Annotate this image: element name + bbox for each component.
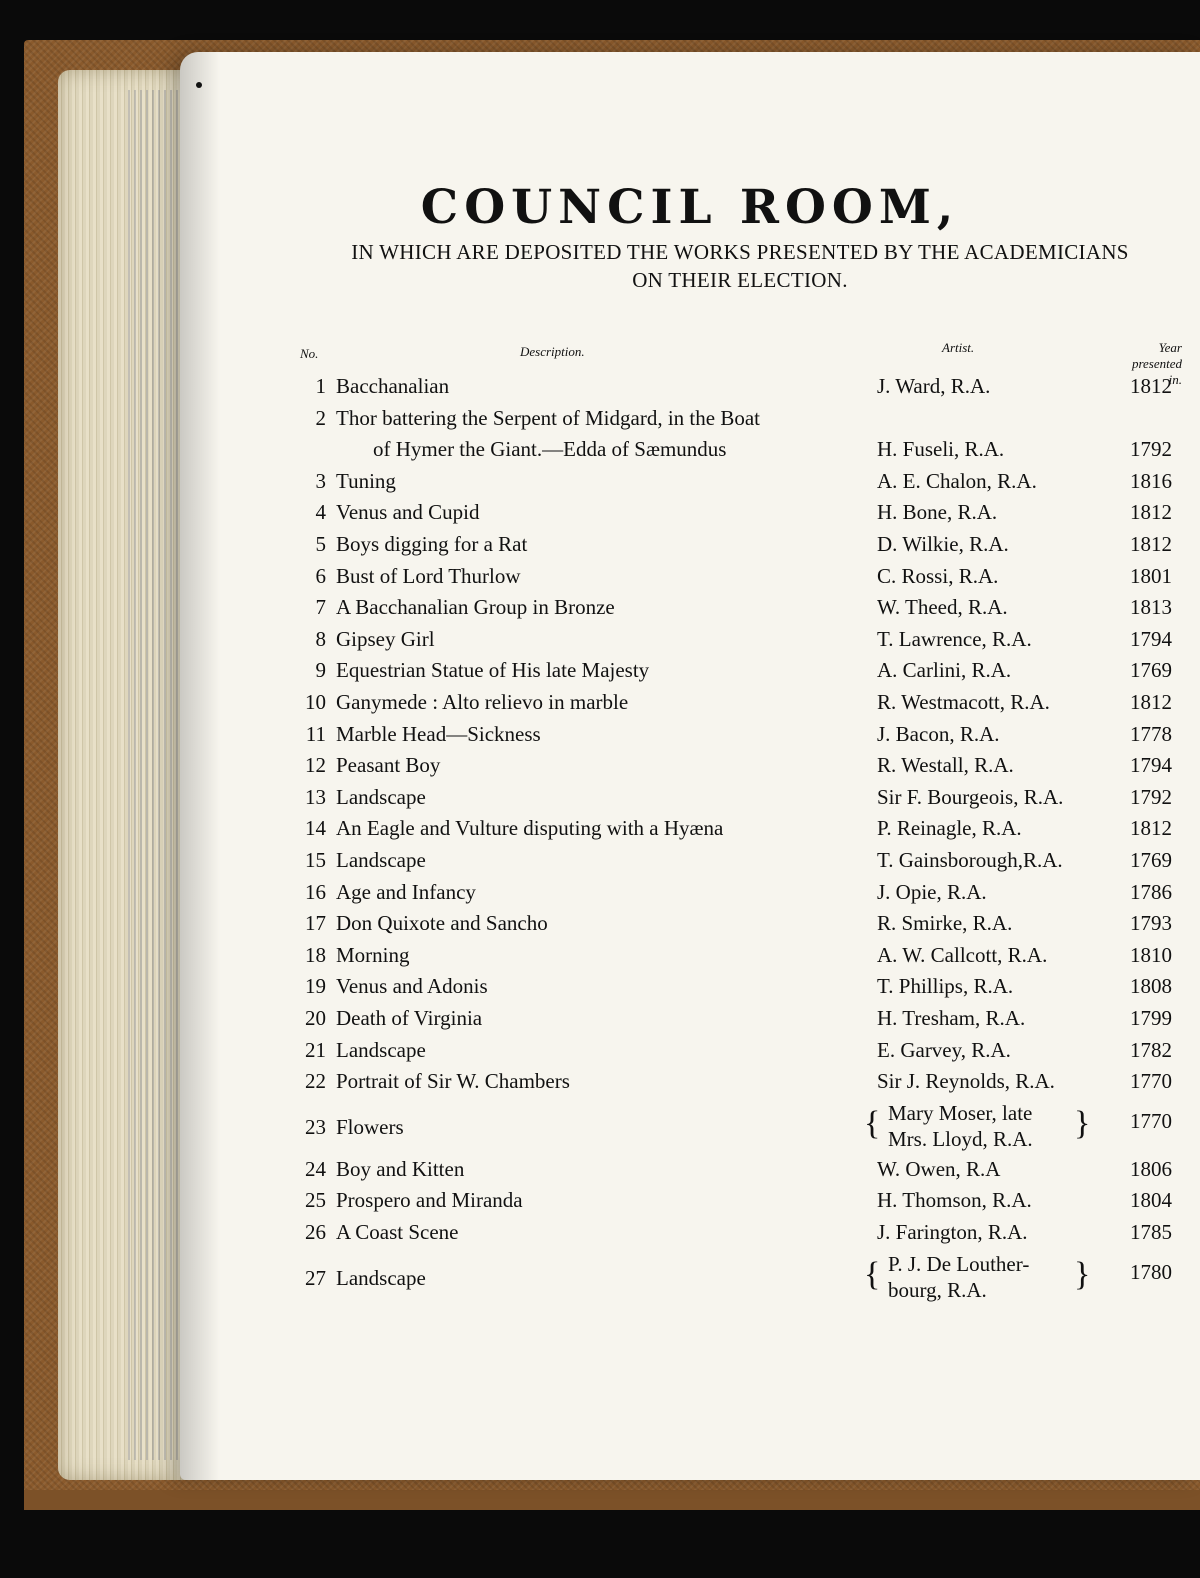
entry-description: A Coast Scene (336, 1220, 459, 1244)
entry-description: Prospero and Miranda (336, 1188, 523, 1213)
entry-number: 4 (315, 500, 326, 525)
column-header-description: Description. (520, 344, 585, 359)
table-row (180, 974, 1200, 1004)
subtitle-line-1: IN WHICH ARE DEPOSITED THE WORKS PRESENTED BY THE ACADEMICIANS (351, 240, 1129, 264)
entry-description: Flowers (336, 1114, 404, 1139)
right-brace: } (1074, 1255, 1091, 1293)
entry-description: Boys digging for a Rat (336, 532, 528, 556)
left-brace: { (864, 1255, 881, 1293)
table-row (180, 564, 1200, 594)
entry-year: 1794 (1130, 753, 1172, 778)
table-row (180, 943, 1200, 973)
entry-artist: A. Carlini, R.A. (877, 658, 1012, 683)
entry-year: 1792 (1130, 437, 1172, 462)
entry-description: Venus and Cupid (336, 500, 480, 525)
table-row (180, 911, 1200, 941)
entry-year: 1812 (1130, 500, 1172, 525)
page-title: COUNCIL ROOM, (420, 180, 960, 235)
table-row (180, 500, 1200, 530)
entry-number: 6 (315, 563, 326, 588)
entry-artist-continued: bourg, R.A. (888, 1277, 987, 1302)
entry-year: 1770 (1130, 1108, 1172, 1133)
entry-number: 10 (305, 690, 326, 714)
entry-description: Tuning (336, 468, 396, 493)
entry-description: Peasant Boy (336, 753, 441, 778)
entry-year: 1778 (1130, 721, 1172, 746)
column-header-year-line-1: Year (1158, 340, 1182, 355)
entry-description: Marble Head—Sickness (336, 721, 541, 746)
table-row (180, 880, 1200, 910)
entry-number: 7 (315, 595, 326, 620)
entry-artist: H. Tresham, R.A. (877, 1006, 1026, 1030)
entry-year: 1812 (1130, 690, 1172, 714)
entry-artist: A. E. Chalon, R.A. (877, 468, 1037, 493)
right-brace: } (1074, 1104, 1091, 1142)
entry-artist: W. Owen, R.A (877, 1156, 1001, 1181)
entry-number: 18 (305, 942, 326, 967)
entry-number: 14 (305, 816, 326, 841)
entry-description: Boy and Kitten (336, 1156, 465, 1181)
table-row (180, 406, 1200, 436)
entry-artist: C. Rossi, R.A. (877, 563, 999, 588)
table-row (180, 1188, 1200, 1218)
entry-artist: T. Gainsborough,R.A. (877, 848, 1063, 872)
entry-description: Landscape (336, 1037, 426, 1062)
entry-year: 1816 (1130, 468, 1172, 493)
entry-artist: P. Reinagle, R.A. (877, 816, 1022, 841)
entry-artist: W. Theed, R.A. (877, 595, 1008, 620)
entry-year: 1799 (1130, 1006, 1172, 1030)
entry-number: 13 (305, 784, 326, 809)
entry-description: A Bacchanalian Group in Bronze (336, 595, 615, 620)
entry-number: 8 (315, 626, 326, 651)
table-row (180, 785, 1200, 815)
table-row (180, 1038, 1200, 1068)
entry-year: 1782 (1130, 1037, 1172, 1062)
entry-number: 24 (305, 1156, 326, 1181)
entry-artist-continued: Mrs. Lloyd, R.A. (888, 1126, 1033, 1151)
entry-number: 19 (305, 974, 326, 999)
entry-year: 1770 (1130, 1069, 1172, 1094)
entry-description: Equestrian Statue of His late Majesty (336, 658, 650, 683)
entry-year: 1780 (1130, 1259, 1172, 1284)
entry-description: Age and Infancy (336, 879, 476, 904)
entry-artist: R. Smirke, R.A. (877, 911, 1013, 936)
subtitle-line-2: ON THEIR ELECTION. (632, 268, 848, 292)
entry-number: 20 (305, 1006, 326, 1030)
entry-artist: Sir J. Reynolds, R.A. (877, 1069, 1055, 1094)
entry-number: 23 (305, 1114, 326, 1139)
entry-year: 1769 (1130, 848, 1172, 872)
entry-year: 1804 (1130, 1188, 1172, 1213)
entry-artist: H. Fuseli, R.A. (877, 437, 1005, 462)
column-header-no: No. (300, 346, 319, 361)
entry-year: 1812 (1130, 374, 1172, 398)
book-page (180, 52, 1200, 1480)
entry-number: 16 (305, 879, 326, 904)
table-row-continuation (180, 437, 1200, 467)
entry-number: 27 (305, 1265, 326, 1290)
entry-number: 11 (305, 721, 326, 746)
table-row (180, 1157, 1200, 1187)
entry-artist: H. Thomson, R.A. (877, 1188, 1032, 1213)
entry-description: Landscape (336, 1265, 426, 1290)
entry-artist: Sir F. Bourgeois, R.A. (877, 784, 1064, 809)
entry-year: 1786 (1130, 879, 1172, 904)
book-cover-edge (24, 1490, 1200, 1510)
table-row (180, 658, 1200, 688)
table-row (180, 374, 1200, 404)
page-mark (196, 82, 202, 88)
table-row (180, 753, 1200, 783)
column-header-artist: Artist. (942, 340, 975, 355)
entry-description: Ganymede : Alto relievo in marble (336, 690, 629, 714)
table-row (180, 1220, 1200, 1250)
entry-year: 1794 (1130, 626, 1172, 651)
entry-number: 3 (315, 468, 326, 493)
entry-number: 22 (305, 1069, 326, 1094)
table-row (180, 1252, 1200, 1308)
table-row (180, 848, 1200, 878)
entry-artist: Mary Moser, late (888, 1100, 1033, 1125)
entry-number: 21 (305, 1037, 326, 1062)
table-row (180, 532, 1200, 562)
entry-description: Don Quixote and Sancho (336, 911, 548, 936)
entry-artist: H. Bone, R.A. (877, 500, 998, 525)
entry-artist: J. Farington, R.A. (877, 1220, 1028, 1244)
table-row (180, 595, 1200, 625)
entry-number: 5 (315, 532, 326, 556)
entry-artist: R. Westmacott, R.A. (877, 690, 1050, 714)
table-row (180, 1101, 1200, 1157)
entry-description: Venus and Adonis (336, 974, 488, 999)
table-row (180, 690, 1200, 720)
entry-number: 25 (305, 1188, 326, 1213)
entry-number: 26 (305, 1220, 326, 1244)
entry-artist: J. Ward, R.A. (877, 374, 991, 398)
entry-artist: J. Opie, R.A. (877, 879, 987, 904)
entry-number: 17 (305, 911, 326, 936)
entry-artist: T. Lawrence, R.A. (877, 626, 1032, 651)
entry-year: 1812 (1130, 816, 1172, 841)
table-row (180, 1069, 1200, 1099)
entry-artist: J. Bacon, R.A. (877, 721, 1000, 746)
table-row (180, 469, 1200, 499)
entry-description: Gipsey Girl (336, 626, 435, 651)
entry-description: Thor battering the Serpent of Midgard, in the Boat (336, 405, 760, 430)
entry-year: 1792 (1130, 784, 1172, 809)
entry-number: 15 (305, 848, 326, 872)
entry-year: 1769 (1130, 658, 1172, 683)
table-row (180, 1006, 1200, 1036)
entry-year: 1793 (1130, 911, 1172, 936)
table-row (180, 816, 1200, 846)
entry-number: 1 (315, 374, 326, 398)
entry-number: 9 (315, 658, 326, 683)
entry-year: 1801 (1130, 563, 1172, 588)
column-header-year-line-2: presented in. (1131, 356, 1182, 387)
entry-year: 1808 (1130, 974, 1172, 999)
entry-artist: A. W. Callcott, R.A. (877, 942, 1048, 967)
entry-artist: E. Garvey, R.A. (877, 1037, 1011, 1062)
entry-description: Morning (336, 942, 410, 967)
entry-year: 1806 (1130, 1156, 1172, 1181)
entry-description: Landscape (336, 848, 426, 872)
table-row (180, 627, 1200, 657)
entry-artist: P. J. De Louther- (888, 1251, 1030, 1276)
entry-year: 1785 (1130, 1220, 1172, 1244)
entry-description: Landscape (336, 784, 426, 809)
entry-artist: T. Phillips, R.A. (877, 974, 1014, 999)
table-row (180, 722, 1200, 752)
entry-description: An Eagle and Vulture disputing with a Hyæna (336, 816, 724, 841)
entry-artist: D. Wilkie, R.A. (877, 532, 1009, 556)
entry-number: 12 (305, 753, 326, 778)
entry-year: 1812 (1130, 532, 1172, 556)
entry-year: 1813 (1130, 595, 1172, 620)
entry-description: Bacchanalian (336, 374, 450, 398)
entry-description: Bust of Lord Thurlow (336, 563, 521, 588)
page-subtitle (290, 238, 1190, 294)
entry-year: 1810 (1130, 942, 1172, 967)
entry-artist: R. Westall, R.A. (877, 753, 1014, 778)
left-brace: { (864, 1104, 881, 1142)
entry-description-continued: of Hymer the Giant.—Edda of Sæmundus (373, 437, 727, 462)
entry-description: Portrait of Sir W. Chambers (336, 1069, 570, 1094)
entry-description: Death of Virginia (336, 1006, 483, 1030)
entry-number: 2 (315, 405, 326, 430)
